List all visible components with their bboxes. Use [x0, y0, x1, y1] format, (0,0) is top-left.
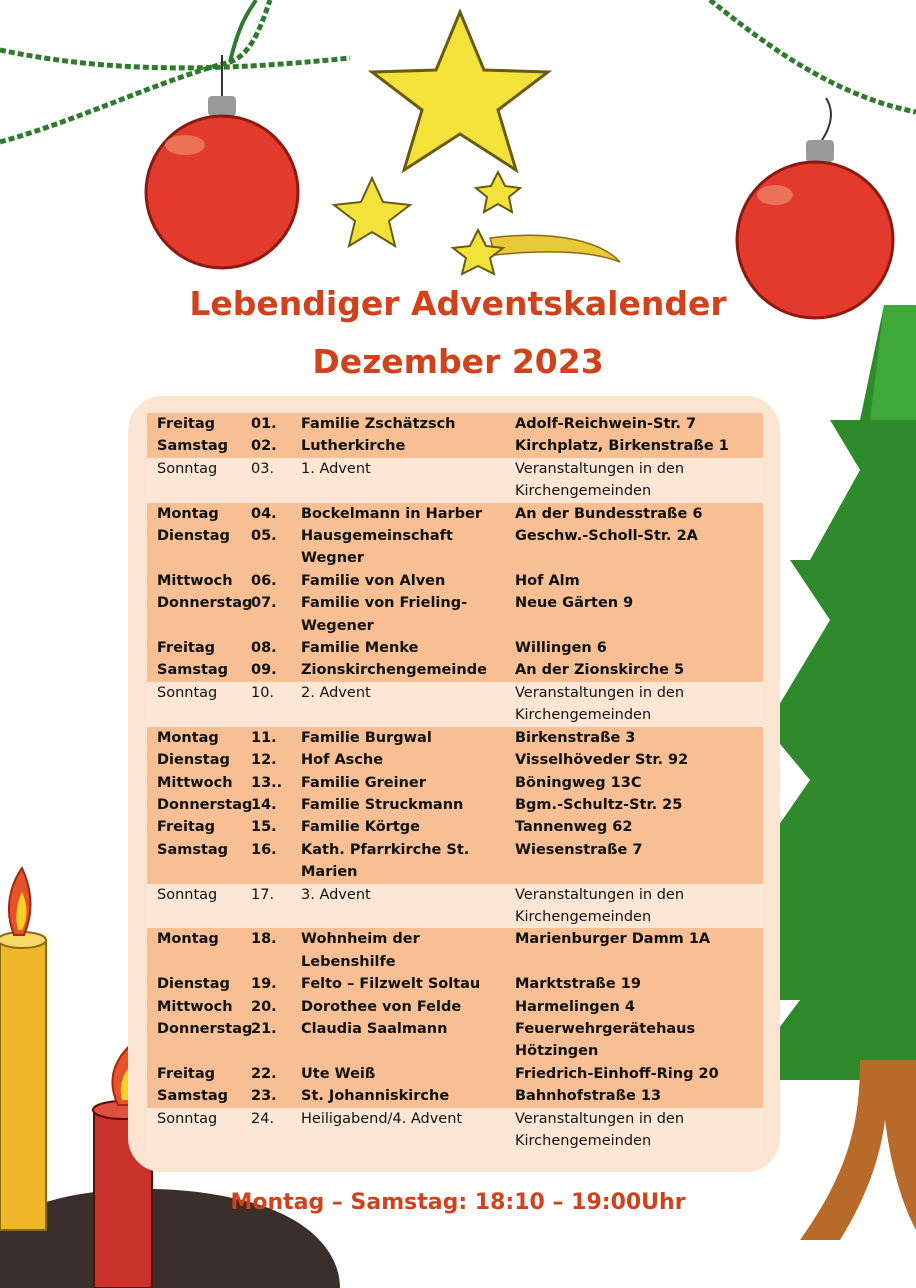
date-cell: 15.: [251, 819, 277, 836]
place-cell: Willingen 6: [515, 640, 607, 657]
table-row: [147, 458, 763, 503]
date-cell: 13..: [251, 774, 283, 791]
place-cell: An der Bundesstraße 6: [515, 505, 703, 522]
weekday-cell: Sonntag: [157, 1110, 218, 1127]
host-cell: St. Johanniskirche: [301, 1088, 450, 1105]
weekday-cell: Samstag: [157, 438, 229, 455]
weekday-cell: Montag: [157, 931, 219, 948]
table-row: [147, 973, 763, 995]
date-cell: 18.: [251, 931, 277, 948]
place-cell: Hof Alm: [515, 572, 580, 589]
host-cell: 1. Advent: [301, 460, 371, 477]
date-cell: 24.: [251, 1110, 275, 1127]
table-row: [147, 928, 763, 973]
host-cell: Familie Zschätzsch: [301, 416, 456, 432]
weekday-cell: Freitag: [157, 1065, 216, 1082]
table-row: [147, 839, 763, 884]
date-cell: 17.: [251, 886, 275, 903]
table-row: [147, 1085, 763, 1107]
weekday-cell: Freitag: [157, 640, 216, 657]
weekday-cell: Freitag: [157, 416, 216, 432]
weekday-cell: Mittwoch: [157, 998, 233, 1015]
date-cell: 10.: [251, 684, 275, 701]
table-row: [147, 435, 763, 457]
weekday-cell: Mittwoch: [157, 572, 233, 589]
place-cell: Böningweg 13C: [515, 774, 642, 791]
host-cell: Felto – Filzwelt Soltau: [301, 976, 481, 993]
host-cell: Zionskirchengemeinde: [301, 662, 487, 679]
place-cell: Adolf-Reichwein-Str. 7: [515, 416, 697, 432]
date-cell: 21.: [251, 1020, 277, 1037]
shooting-star-icon: [453, 230, 620, 274]
date-cell: 05.: [251, 528, 277, 545]
table-row: [147, 1063, 763, 1085]
date-cell: 09.: [251, 662, 277, 679]
table-row: [147, 996, 763, 1018]
host-cell: Familie von Frieling-Wegener: [301, 595, 468, 634]
host-cell: Hof Asche: [301, 752, 384, 769]
place-cell: Wiesenstraße 7: [515, 841, 643, 858]
host-cell: Heiligabend/4. Advent: [301, 1110, 463, 1127]
weekday-cell: Sonntag: [157, 684, 218, 701]
weekday-cell: Dienstag: [157, 752, 230, 769]
place-cell: Marienburger Damm 1A: [515, 931, 711, 948]
table-row: [147, 772, 763, 794]
host-cell: Kath. Pfarrkirche St. Marien: [301, 841, 470, 881]
table-row: [147, 503, 763, 525]
date-cell: 16.: [251, 841, 277, 858]
date-cell: 02.: [251, 438, 277, 455]
date-cell: 01.: [251, 416, 277, 432]
table-row: [147, 816, 763, 838]
table-row: [147, 592, 763, 637]
date-cell: 08.: [251, 640, 277, 657]
place-cell: Marktstraße 19: [515, 976, 641, 993]
table-row: [147, 1108, 763, 1153]
star-small-icon: [334, 178, 410, 246]
place-cell: Veranstaltungen in den Kirchengemeinden: [515, 460, 685, 500]
weekday-cell: Samstag: [157, 662, 229, 679]
date-cell: 04.: [251, 505, 277, 522]
weekday-cell: Sonntag: [157, 886, 218, 903]
place-cell: Geschw.-Scholl-Str. 2A: [515, 528, 698, 545]
garland-right-icon: [710, 0, 916, 112]
place-cell: Birkenstraße 3: [515, 729, 636, 746]
table-row: [147, 659, 763, 681]
table-row: [147, 727, 763, 749]
weekday-cell: Donnerstag: [157, 796, 253, 813]
host-cell: Wohnheim der Lebenshilfe: [301, 931, 420, 970]
place-cell: Veranstaltungen in den Kirchengemeinden: [515, 886, 685, 925]
date-cell: 03.: [251, 460, 275, 477]
place-cell: Neue Gärten 9: [515, 595, 634, 612]
weekday-cell: Freitag: [157, 819, 216, 836]
page-title: Lebendiger Adventskalender: [189, 284, 727, 323]
weekday-cell: Sonntag: [157, 460, 218, 477]
host-cell: Dorothee von Felde: [301, 998, 462, 1015]
place-cell: Tannenweg 62: [515, 819, 633, 836]
table-row: [147, 570, 763, 592]
garland-top-icon: [0, 50, 350, 68]
date-cell: 11.: [251, 729, 277, 746]
date-cell: 22.: [251, 1065, 277, 1082]
table-row: [147, 413, 763, 435]
star-large-icon: [372, 12, 548, 170]
table-row: [147, 525, 763, 570]
weekday-cell: Montag: [157, 505, 219, 522]
date-cell: 20.: [251, 998, 277, 1015]
host-cell: 2. Advent: [301, 684, 371, 701]
date-cell: 07.: [251, 595, 277, 612]
place-cell: Kirchplatz, Birkenstraße 1: [515, 438, 729, 455]
place-cell: An der Zionskirche 5: [515, 662, 685, 679]
weekday-cell: Dienstag: [157, 528, 230, 545]
weekday-cell: Montag: [157, 729, 219, 746]
weekday-cell: Mittwoch: [157, 774, 233, 791]
weekday-cell: Donnerstag: [157, 1020, 253, 1037]
date-cell: 19.: [251, 976, 277, 993]
weekday-cell: Donnerstag: [157, 595, 253, 612]
table-row: [147, 682, 763, 727]
host-cell: Familie von Alven: [301, 572, 446, 589]
table-row: [147, 794, 763, 816]
date-cell: 06.: [251, 572, 277, 589]
host-cell: Familie Menke: [301, 640, 419, 657]
opening-hours: Montag – Samstag: 18:10 – 19:00Uhr: [230, 1190, 686, 1215]
table-row: [147, 884, 763, 929]
table-row: [147, 749, 763, 771]
host-cell: Familie Struckmann: [301, 796, 464, 813]
place-cell: Harmelingen 4: [515, 998, 635, 1015]
calendar-table: [147, 413, 763, 1152]
page-subtitle: Dezember 2023: [312, 342, 604, 381]
table-row: [147, 1018, 763, 1063]
place-cell: Veranstaltungen in den Kirchengemeinden: [515, 684, 685, 724]
weekday-cell: Samstag: [157, 841, 229, 858]
weekday-cell: Samstag: [157, 1088, 229, 1105]
host-cell: Hausgemeinschaft Wegner: [301, 528, 453, 567]
host-cell: Lutherkirche: [301, 438, 406, 455]
host-cell: Ute Weiß: [301, 1065, 376, 1082]
star-tiny-icon: [476, 172, 520, 212]
host-cell: Familie Burgwal: [301, 729, 432, 746]
date-cell: 23.: [251, 1088, 277, 1105]
place-cell: Visselhöveder Str. 92: [515, 752, 689, 769]
date-cell: 14.: [251, 796, 277, 813]
host-cell: Claudia Saalmann: [301, 1020, 448, 1037]
table-row: [147, 637, 763, 659]
host-cell: Familie Greiner: [301, 774, 426, 791]
host-cell: Familie Körtge: [301, 819, 420, 836]
host-cell: Bockelmann in Harber: [301, 505, 483, 522]
date-cell: 12.: [251, 752, 277, 769]
place-cell: Friedrich-Einhoff-Ring 20: [515, 1065, 719, 1082]
place-cell: Bgm.-Schultz-Str. 25: [515, 796, 683, 813]
place-cell: Bahnhofstraße 13: [515, 1088, 662, 1105]
place-cell: Feuerwehrgerätehaus Hötzingen: [515, 1020, 696, 1060]
host-cell: 3. Advent: [301, 886, 371, 903]
place-cell: Veranstaltungen in den Kirchengemeinden: [515, 1110, 685, 1149]
bauble-left-icon: [146, 55, 298, 268]
weekday-cell: Dienstag: [157, 976, 230, 993]
